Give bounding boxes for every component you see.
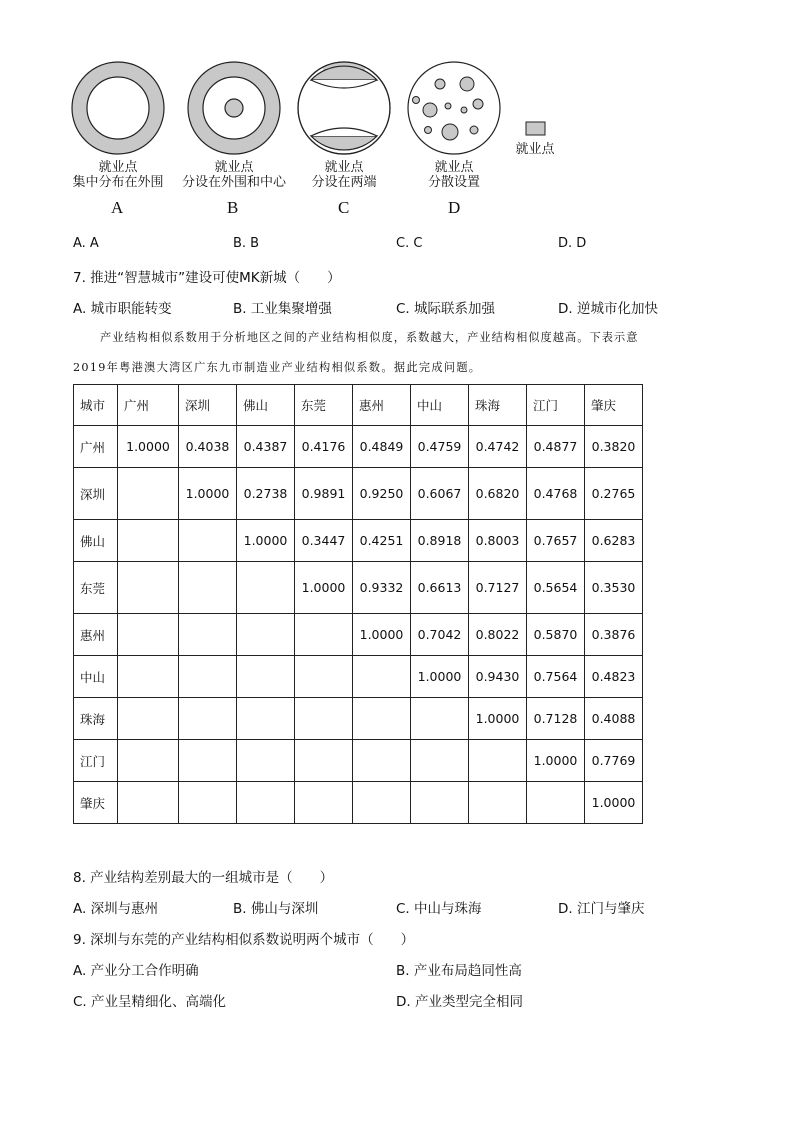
- q9-option-c[interactable]: C. 产业呈精细化、高端化: [73, 994, 227, 1010]
- label-d: 就业点 分散设置: [427, 160, 480, 190]
- table-cell: 1.0000: [295, 562, 353, 614]
- table-cell: 0.5870: [527, 614, 585, 656]
- table-row: [74, 614, 643, 656]
- table-cell: [179, 520, 237, 562]
- q8-option-a[interactable]: A. 深圳与惠州: [73, 901, 159, 917]
- table-cell: 0.7042: [411, 614, 469, 656]
- table-cell: [411, 698, 469, 740]
- table-row: [74, 656, 643, 698]
- q7-option-a[interactable]: A. 城市职能转变: [73, 301, 172, 317]
- table-header-cell: 珠海: [469, 385, 527, 426]
- q7-option-c[interactable]: C. 城际联系加强: [396, 301, 496, 317]
- table-cell: 0.4387: [237, 426, 295, 468]
- table-cell: [118, 740, 179, 782]
- q8-option-c[interactable]: C. 中山与珠海: [396, 901, 482, 917]
- diagram-c: [298, 62, 390, 154]
- table-cell: [295, 740, 353, 782]
- letter-d: D: [448, 198, 461, 217]
- table-row: [74, 468, 643, 520]
- table-header-cell: 江门: [527, 385, 585, 426]
- letter-b: B: [227, 198, 239, 217]
- table-row: [74, 562, 643, 614]
- table-cell: [469, 782, 527, 824]
- table-cell: [179, 782, 237, 824]
- intro-line-2: 2019年粤港澳大湾区广东九市制造业产业结构相似系数。据此完成问题。: [73, 361, 482, 374]
- table-cell: [118, 656, 179, 698]
- diagram-d: [408, 62, 500, 154]
- q8-option-b[interactable]: B. 佛山与深圳: [233, 901, 319, 917]
- table-cell: 0.7127: [469, 562, 527, 614]
- table-cell: 0.9250: [353, 468, 411, 520]
- table-cell: [295, 782, 353, 824]
- table-header-cell: 广州: [118, 385, 179, 426]
- table-cell: [353, 740, 411, 782]
- q6-option-c[interactable]: C. C: [396, 236, 423, 251]
- table-cell: [118, 614, 179, 656]
- table-cell: 1.0000: [118, 426, 179, 468]
- legend-swatch: [526, 122, 545, 135]
- legend-label: 就业点: [515, 142, 555, 157]
- table-cell: 0.4176: [295, 426, 353, 468]
- table-cell: [295, 698, 353, 740]
- table-cell: 0.4877: [527, 426, 585, 468]
- table-cell: 0.9891: [295, 468, 353, 520]
- label-b: 就业点 分设在外围和中心: [181, 160, 286, 190]
- q7-stem: 7. 推进“智慧城市”建设可使MK新城（ ）: [73, 270, 341, 286]
- diagram-a: [72, 62, 164, 154]
- table-cell: 1.0000: [237, 520, 295, 562]
- table-cell: 0.7128: [527, 698, 585, 740]
- label-c: 就业点 分设在两端: [311, 160, 377, 190]
- table-row: [74, 782, 643, 824]
- table-row-city: 佛山: [74, 520, 118, 562]
- table-cell: 1.0000: [527, 740, 585, 782]
- table-cell: [411, 740, 469, 782]
- table-cell: 0.8918: [411, 520, 469, 562]
- table-cell: 1.0000: [469, 698, 527, 740]
- table-cell: [295, 656, 353, 698]
- label-a: 就业点 集中分布在外围: [72, 160, 164, 190]
- table-cell: 0.3820: [585, 426, 643, 468]
- table-cell: 0.4823: [585, 656, 643, 698]
- table-cell: 1.0000: [179, 468, 237, 520]
- table-cell: [411, 782, 469, 824]
- table-cell: 0.6283: [585, 520, 643, 562]
- table-cell: 0.4742: [469, 426, 527, 468]
- letter-a: A: [111, 198, 124, 217]
- table-cell: 1.0000: [585, 782, 643, 824]
- table-cell: 0.7769: [585, 740, 643, 782]
- table-row: [74, 740, 643, 782]
- table-row-city: 深圳: [74, 468, 118, 520]
- table-cell: [353, 656, 411, 698]
- table-cell: [179, 740, 237, 782]
- table-cell: [179, 562, 237, 614]
- table-cell: 0.9332: [353, 562, 411, 614]
- letter-c: C: [338, 198, 350, 217]
- table-cell: 0.4768: [527, 468, 585, 520]
- q7-option-b[interactable]: B. 工业集聚增强: [233, 301, 332, 317]
- table-row-city: 珠海: [74, 698, 118, 740]
- table-cell: 0.2738: [237, 468, 295, 520]
- table-row: [74, 698, 643, 740]
- q9-option-d[interactable]: D. 产业类型完全相同: [396, 994, 523, 1010]
- table-cell: [118, 468, 179, 520]
- q8-option-d[interactable]: D. 江门与肇庆: [558, 901, 645, 917]
- table-row-city: 肇庆: [74, 782, 118, 824]
- table-cell: [237, 656, 295, 698]
- q7-option-d[interactable]: D. 逆城市化加快: [558, 301, 658, 317]
- table-cell: [118, 698, 179, 740]
- table-cell: 0.4759: [411, 426, 469, 468]
- layout-figure: [0, 0, 794, 230]
- table-header-cell: 东莞: [295, 385, 353, 426]
- table-row-city: 中山: [74, 656, 118, 698]
- table-cell: 0.8022: [469, 614, 527, 656]
- table-cell: 0.2765: [585, 468, 643, 520]
- table-cell: 1.0000: [353, 614, 411, 656]
- table-row-city: 东莞: [74, 562, 118, 614]
- table-cell: [353, 698, 411, 740]
- table-cell: 0.4849: [353, 426, 411, 468]
- table-row-city: 江门: [74, 740, 118, 782]
- table-header-cell: 中山: [411, 385, 469, 426]
- table-cell: 0.3530: [585, 562, 643, 614]
- table-cell: [237, 698, 295, 740]
- table-cell: [118, 520, 179, 562]
- intro-line-1: 产业结构相似系数用于分析地区之间的产业结构相似度，系数越大，产业结构相似度越高。下表示意: [100, 331, 639, 344]
- q9-option-a[interactable]: A. 产业分工合作明确: [73, 963, 199, 979]
- table-cell: [179, 656, 237, 698]
- table-cell: 0.4088: [585, 698, 643, 740]
- q9-option-b[interactable]: B. 产业布局趋同性高: [396, 963, 522, 979]
- table-cell: [527, 782, 585, 824]
- similarity-table: [73, 384, 643, 824]
- table-header-cell: 佛山: [237, 385, 295, 426]
- table-row: [74, 426, 643, 468]
- q9-stem: 9. 深圳与东莞的产业结构相似系数说明两个城市（ ）: [73, 932, 415, 948]
- q6-option-b[interactable]: B. B: [233, 236, 260, 251]
- table-header-row: [74, 385, 643, 426]
- table-cell: [237, 562, 295, 614]
- table-cell: 0.3876: [585, 614, 643, 656]
- table-cell: [237, 782, 295, 824]
- table-cell: [295, 614, 353, 656]
- table-cell: [353, 782, 411, 824]
- q8-stem: 8. 产业结构差别最大的一组城市是（ ）: [73, 870, 334, 886]
- table-cell: 0.7564: [527, 656, 585, 698]
- table-cell: [179, 614, 237, 656]
- table-header-cell: 城市: [74, 385, 118, 426]
- table-cell: 0.4038: [179, 426, 237, 468]
- table-cell: 0.4251: [353, 520, 411, 562]
- table-row-city: 惠州: [74, 614, 118, 656]
- table-cell: [237, 740, 295, 782]
- table-row: [74, 520, 643, 562]
- table-cell: [179, 698, 237, 740]
- table-cell: [118, 782, 179, 824]
- table-row-city: 广州: [74, 426, 118, 468]
- table-cell: [237, 614, 295, 656]
- q6-option-d[interactable]: D. D: [558, 236, 587, 251]
- table-header-cell: 深圳: [179, 385, 237, 426]
- table-cell: 0.9430: [469, 656, 527, 698]
- table-cell: [469, 740, 527, 782]
- table-cell: [118, 562, 179, 614]
- q6-option-a[interactable]: A. A: [73, 236, 99, 251]
- table-cell: 0.6820: [469, 468, 527, 520]
- table-cell: 0.6067: [411, 468, 469, 520]
- table-cell: 0.8003: [469, 520, 527, 562]
- table-cell: 0.6613: [411, 562, 469, 614]
- table-header-cell: 惠州: [353, 385, 411, 426]
- diagram-b: [188, 62, 280, 154]
- table-cell: 0.5654: [527, 562, 585, 614]
- table-header-cell: 肇庆: [585, 385, 643, 426]
- table-cell: 0.7657: [527, 520, 585, 562]
- table-cell: 1.0000: [411, 656, 469, 698]
- table-cell: 0.3447: [295, 520, 353, 562]
